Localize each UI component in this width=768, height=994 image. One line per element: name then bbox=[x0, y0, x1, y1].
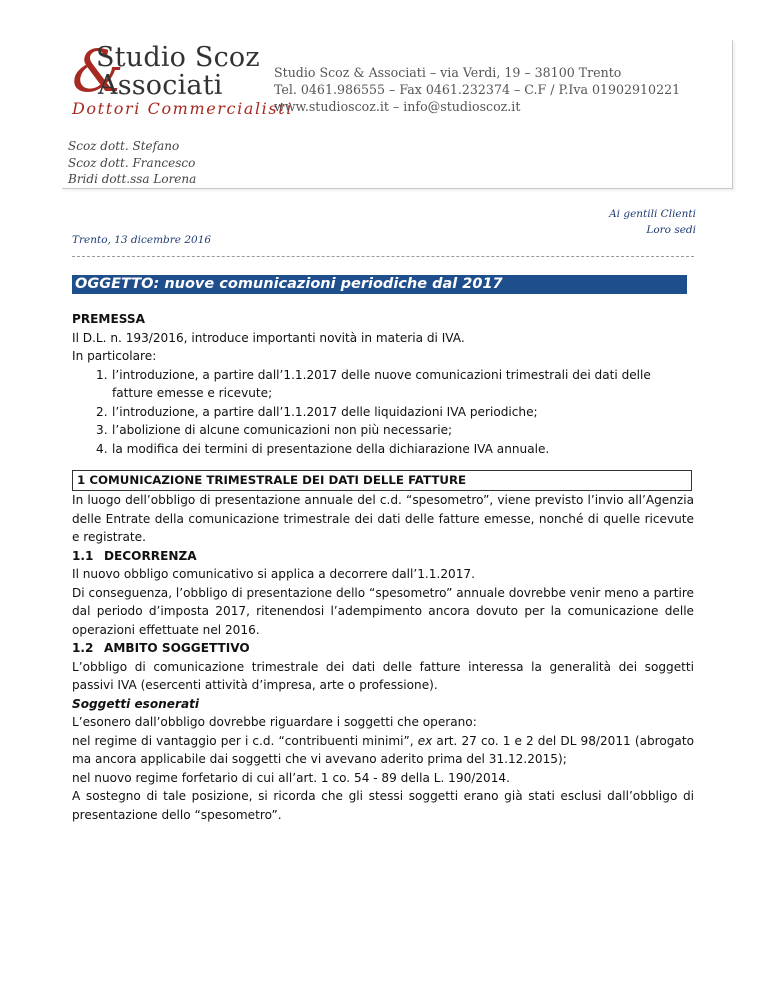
contact-phone: Tel. 0461.986555 – Fax 0461.232374 – C.F / P.Iva 01902910221 bbox=[274, 82, 681, 97]
subject-banner: OGGETTO: nuove comunicazioni periodiche dal 2017 bbox=[72, 275, 687, 294]
list-item bbox=[72, 421, 694, 440]
letterhead bbox=[62, 37, 733, 189]
separator-line bbox=[72, 256, 694, 257]
section-1-2-heading bbox=[72, 639, 694, 658]
studio-logo bbox=[70, 37, 293, 120]
logo-tagline: Dottori Commercialisti bbox=[72, 99, 293, 118]
premessa-heading: PREMESSA bbox=[72, 312, 145, 326]
partner-name: Bridi dott.ssa Lorena bbox=[68, 172, 197, 186]
addressee-line: Loro sedi bbox=[646, 224, 696, 236]
partners-list bbox=[68, 138, 196, 188]
esonerati-text-b: art. 27 co. 1 e 2 del DL 98/2011 (abrogato ma ancora applicabile dai soggetti che vi avevano aderito prima del 31.12.2015); bbox=[72, 733, 694, 766]
esonerati-text: L’esonero dall’obbligo dovrebbe riguardare i soggetti che operano: bbox=[72, 715, 477, 729]
list-text: la modifica dei termini di presentazione della dichiarazione IVA annuale. bbox=[112, 441, 550, 456]
list-text: l’introduzione, a partire dall’1.1.2017 delle liquidazioni IVA periodiche; bbox=[112, 404, 538, 419]
section-1-1-text: Di conseguenza, l’obbligo di presentazione dello “spesometro” annuale dovrebbe venir meno a partire dal periodo d’imposta 2017, ritenendosi l’adempimento ancora dovuto per la comunicazione delle operazioni effettuate nel 2016. bbox=[72, 585, 694, 637]
section-1-2-text: L’obbligo di comunicazione trimestrale dei dati delle fatture interessa la generalità dei soggetti passivi IVA (esercenti attività d’impresa, arte o professione). bbox=[72, 659, 694, 692]
partner-name: Scoz dott. Stefano bbox=[68, 139, 180, 153]
section-title: DECORRENZA bbox=[104, 548, 197, 563]
logo-ampersand: & bbox=[72, 37, 124, 105]
list-text: l’introduzione, a partire dall’1.1.2017 delle nuove comunicazioni trimestrali dei dati delle fatture emesse e ricevute; bbox=[112, 367, 651, 400]
esonerati-text: A sostegno di tale posizione, si ricorda che gli stessi soggetti erano già stati esclusi dall’obbligo di presentazione dello “spesometro”. bbox=[72, 789, 694, 822]
contact-web: www.studioscoz.it – info@studioscoz.it bbox=[274, 99, 521, 114]
esonerati-heading: Soggetti esonerati bbox=[72, 696, 200, 711]
section-number: 1.1 bbox=[72, 548, 94, 563]
section-1-1-text: Il nuovo obbligo comunicativo si applica a decorrere dall’1.1.2017. bbox=[72, 567, 475, 581]
novelty-list bbox=[72, 366, 694, 459]
premessa-text: Il D.L. n. 193/2016, introduce importanti novità in materia di IVA. bbox=[72, 330, 465, 345]
logo-line-studio: Studio Scoz bbox=[96, 42, 260, 73]
section-1-text: In luogo dell’obbligo di presentazione annuale del c.d. “spesometro”, viene previsto l’invio all’Agenzia delle Entrate della comunicazione trimestrale dei dati delle fatture emesse, nonché di quelle ricevute e registrate. bbox=[72, 493, 694, 544]
list-text: l’abolizione di alcune comunicazioni non più necessarie; bbox=[112, 423, 453, 437]
section-1-heading: 1 COMUNICAZIONE TRIMESTRALE DEI DATI DELLE FATTURE bbox=[72, 470, 692, 491]
contact-block bbox=[274, 64, 680, 115]
list-number: 2. bbox=[96, 404, 108, 419]
list-item bbox=[72, 366, 694, 403]
list-number: 4. bbox=[96, 441, 108, 456]
addressee bbox=[609, 206, 696, 238]
list-number: 1. bbox=[96, 367, 108, 382]
list-item bbox=[72, 440, 694, 459]
section-title: AMBITO SOGGETTIVO bbox=[104, 641, 250, 655]
premessa-intro: In particolare: bbox=[72, 349, 157, 363]
esonerati-ex: ex bbox=[417, 733, 433, 748]
esonerati-text: nel nuovo regime forfetario di cui all’art. 1 co. 54 - 89 della L. 190/2014. bbox=[72, 770, 510, 785]
list-item bbox=[72, 403, 694, 422]
esonerati-text-a: nel regime di vantaggio per i c.d. “contribuenti minimi”, bbox=[72, 733, 414, 748]
esonerati-text bbox=[72, 732, 694, 769]
section-1-1-heading bbox=[72, 547, 694, 566]
contact-address: Studio Scoz & Associati – via Verdi, 19 – 38100 Trento bbox=[274, 65, 622, 80]
addressee-line: Ai gentili Clienti bbox=[609, 208, 696, 220]
letter-date: Trento, 13 dicembre 2016 bbox=[72, 234, 212, 246]
letter-body bbox=[72, 310, 694, 824]
section-number: 1.2 bbox=[72, 641, 94, 655]
logo-line-associati: Associati bbox=[98, 70, 223, 101]
partner-name: Scoz dott. Francesco bbox=[68, 155, 196, 170]
list-number: 3. bbox=[96, 423, 108, 437]
